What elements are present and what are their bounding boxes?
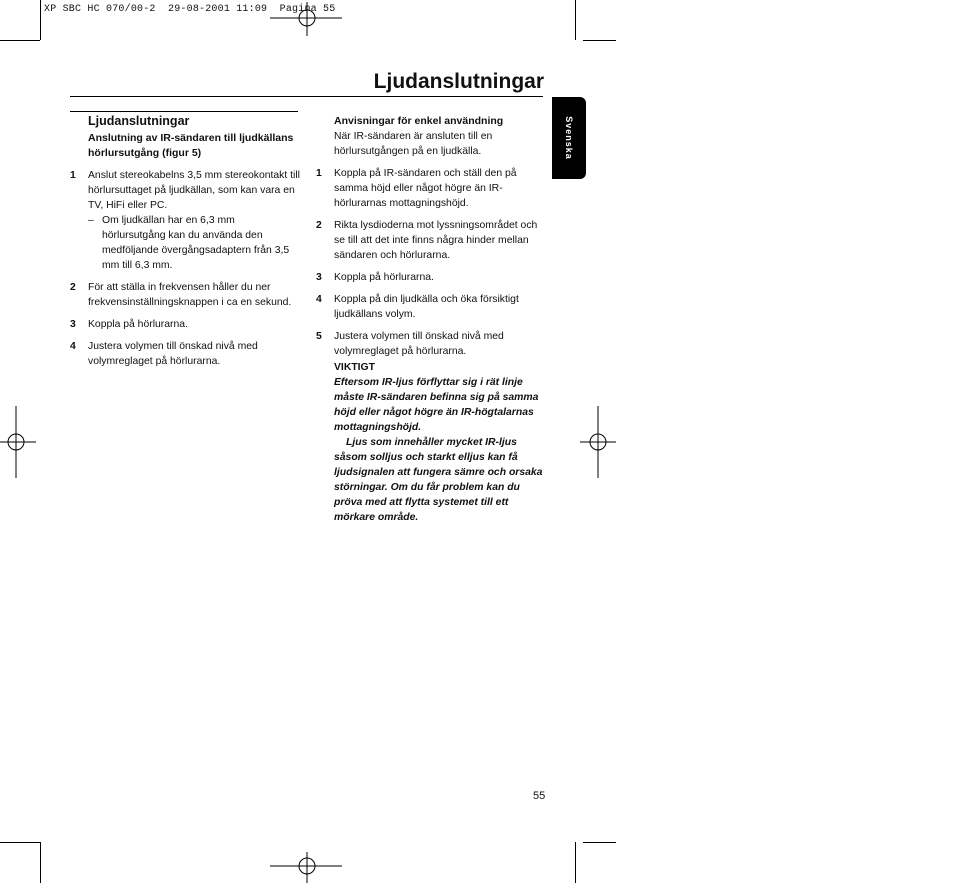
section-heading: Ljudanslutningar — [88, 114, 190, 128]
list-item — [316, 270, 546, 285]
print-slug: XP SBC HC 070/00-2 29-08-2001 11:09 Pagina 55 — [44, 4, 336, 15]
list-item — [70, 317, 300, 332]
list-number: 2 — [70, 282, 76, 293]
crop-mark — [0, 842, 40, 843]
list-number: 1 — [316, 168, 322, 179]
list-text: Anslut stereokabelns 3,5 mm stereokontakt till hörlursuttaget på ljudkällan, som kan vara en TV, HiFi eller PC. — [88, 170, 300, 211]
registration-mark-left — [0, 406, 36, 478]
left-column — [70, 113, 300, 369]
section-rule — [70, 111, 298, 112]
crop-mark — [575, 842, 576, 883]
registration-mark-right — [580, 406, 616, 478]
list-text: Koppla på din ljudkälla och öka försiktigt ljudkällans volym. — [334, 294, 519, 320]
warning-paragraph: Ljus som innehåller mycket IR-ljus såsom solljus och starkt elljus kan få ljudsignalen att fungera sämre och orsaka störningar. Om du får problem kan du pröva med att flytta systemet till ett mörkare område. — [334, 437, 543, 523]
right-column — [316, 114, 546, 525]
list-number: 4 — [316, 294, 322, 305]
crop-mark — [575, 0, 576, 40]
list-number: 4 — [70, 341, 76, 352]
list-text: Koppla på IR-sändaren och ställ den på samma höjd eller något högre än IR-hörlurarnas mottagningshöjd. — [334, 168, 517, 209]
page-number: 55 — [533, 790, 546, 802]
warning-heading: VIKTIGT — [334, 362, 375, 373]
crop-mark — [583, 842, 616, 843]
list-text: Justera volymen till önskad nivå med volymreglaget på hörlurarna. — [88, 341, 258, 367]
list-item — [316, 292, 546, 322]
list-item — [316, 166, 546, 211]
list-item — [70, 339, 300, 369]
intro-text: När IR-sändaren är ansluten till en hörlursutgången på en ljudkälla. — [334, 131, 493, 157]
crop-mark — [583, 40, 616, 41]
list-item — [316, 329, 546, 359]
list-number: 2 — [316, 220, 322, 231]
dash: – — [88, 215, 94, 226]
list-text: Koppla på hörlurarna. — [88, 319, 188, 330]
crop-mark — [40, 842, 41, 883]
list-number: 3 — [70, 319, 76, 330]
sub-text: Om ljudkällan har en 6,3 mm hörlursutgång kan du använda den medföljande övergångsadaptern från 3,5 mm till 6,3 mm. — [102, 215, 290, 271]
sub-item — [88, 213, 300, 273]
list-text: För att ställa in frekvensen håller du ner frekvensinställningsknappen i ca en sekund. — [88, 282, 292, 308]
crop-mark — [40, 0, 41, 40]
registration-mark-bottom — [270, 852, 342, 883]
list-number: 5 — [316, 331, 322, 342]
list-text: Justera volymen till önskad nivå med volymreglaget på hörlurarna. — [334, 331, 504, 357]
list-item — [70, 168, 300, 213]
warning-paragraph: Eftersom IR-ljus förflyttar sig i rät linje måste IR-sändaren befinna sig på samma höjd eller något högre än IR-högtalarnas mottagningshöjd. — [334, 377, 539, 433]
subsection-heading: Anvisningar för enkel användning — [334, 115, 504, 127]
list-text: Koppla på hörlurarna. — [334, 272, 434, 283]
subsection-heading: Anslutning av IR-sändaren till ljudkällans hörlursutgång (figur 5) — [88, 132, 294, 159]
crop-mark — [0, 40, 40, 41]
language-tab-label: Svenska — [564, 116, 574, 160]
list-item — [70, 280, 300, 310]
page-title: Ljudanslutningar — [373, 70, 544, 93]
title-rule — [70, 96, 543, 97]
list-text: Rikta lysdioderna mot lyssningsområdet och se till att det inte finns några hinder mellan sändaren och hörlurarna. — [334, 220, 538, 261]
list-item — [316, 218, 546, 263]
registration-mark-top — [270, 2, 342, 36]
language-tab — [552, 97, 586, 179]
list-number: 1 — [70, 170, 76, 181]
list-number: 3 — [316, 272, 322, 283]
